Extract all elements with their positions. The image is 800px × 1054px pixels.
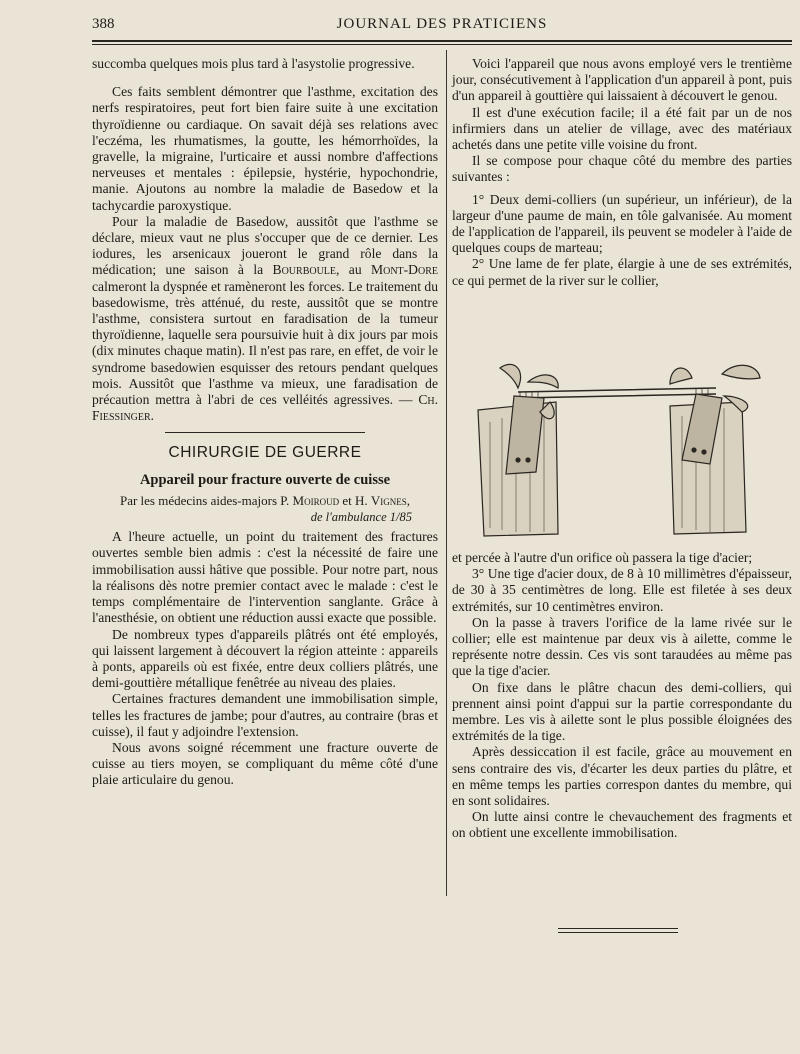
item-1: 1° Deux demi-colliers (un supérieur, un inférieur), de la largeur d'une paume de main, en tôle galvanisée. Au moment de l'application de l'appareil, ils peuvent se modeler à l'aide de quelques coups de marteau; [452,191,792,256]
byline-text: et H. [339,492,371,508]
byline-text: Par les médecins aides-majors P. [119,492,293,508]
end-rules [558,928,678,936]
article-title: Appareil pour fracture ouverte de cuisse [139,471,391,488]
apparatus-illustration [460,352,790,544]
paragraph-dessiccation: Après dessiccation il est facile, grâce au mouvement en sens contraire des vis, d'écarter les deux parties du plâtre, et en même temps les parties correspon dantes du membre, qui en sont solidaires. [452,744,792,809]
right-column-top [452,56,792,289]
paragraph-conclusion: On lutte ainsi contre le chevauchement des fragments et on obtient une excellente immobilisation. [452,809,792,841]
text-run: Pour la maladie de Basedow, aussitôt que l'asthme se déclare, mieux vaut ne plus s'occuper que de ce dernier. Les iodures, les arsenicaux joueront le grand rôle dans la médication; une saison à la [92,213,438,278]
running-title: JOURNAL DES PRATICIENS [336,16,548,32]
paragraph-continued: succomba quelques mois plus tard à l'asystolie progressive. [92,56,415,71]
end-rule [558,932,678,933]
paragraph-fixe: On fixe dans le plâtre chacun des demi-colliers, qui prennent ainsi point d'appui sur la partie correspondante du membre. Les vis à ailette sont le plus possible éloignées des extrémités de la tige. [452,679,792,744]
item-3: 3° Une tige d'acier doux, de 8 à 10 millimètres d'épaisseur, de 30 à 35 centimètres de long. Elle est filetée à ses deux extrémités, sur 10 centimètres environ. [452,566,792,614]
text-run: , au [336,262,372,278]
header-rule [92,40,792,42]
paragraph-voici: Voici l'appareil que nous avons employé vers le trentième jour, consécutivement à l'application d'un appareil à pont, puis d'un appareil à gouttière qui laissaient à découvert le genou. [452,56,792,104]
paragraph-asthme: Ces faits semblent démontrer que l'asthme, excitation des nerfs respiratoires, peut fort bien faire suite à une excitation thyroïdienne ou cardiaque. On savait déjà ses relations avec l'eczéma, les rhumatismes, la goutte, les hémorrhoïdes, la gravelle, la migraine, l'urticaire et aussi nombre d'affections nerveuses et mentales : épilepsie, hystérie, hypochondrie, manie. Ajoutons au nombre la maladie de Basedow et la tachycardie paroxystique. [92,84,438,213]
paragraph-intro: A l'heure actuelle, un point du traitement des fractures ouvertes semble bien admis : c'est la nécessité de faire une immobilisation aussi hâtive que possible. Pour notre part, nous la réalisons dès notre premier contact avec le malade : c'est le temps complémentaire de l'intervention sanglante. Grâce à l'anesthésie, on obtient une réduction aussi exacte que possible. [92,529,438,626]
paragraph-passe: On la passe à travers l'orifice de la lame rivée sur le collier; elle est maintenue par deux vis à ailette, comme le représente notre dessin. Ces vis sont taraudées au même pas que la tige d'acier. [452,614,792,679]
byline [92,493,438,509]
text-run: calmeront la dyspnée et ramèneront les forces. Le traitement du basedowisme, très atténué, du reste, aussitôt que se montre l'asthme, consistera surtout en faradisation de la tumeur thyroïdienne, laquelle sera poursuivie huit à dix jours par mois (dix minutes chaque matin). Il n'est pas rare, en effet, de voir le syndrome basedowien esquisser des retours pendant quelques mois. Aussitôt que l'asthme va mieux, une faradisation de précaution mettra à l'abri de ces velléités agressives. — [92,278,438,408]
paragraph-nous: Nous avons soigné récemment une fracture ouverte de cuisse au tiers moyen, se compliquant du même côté d'une plaie articulaire du genou. [92,739,438,788]
author-signature: Ch. Fiessinger. [92,392,438,424]
paragraph-basedow [92,214,438,425]
item-2-continued: et percée à l'autre d'un orifice où passera la tige d'acier; [452,550,753,565]
item-2: 2° Une lame de fer plate, élargie à une de ses extrémités, ce qui permet de la river sur le collier, [452,256,792,288]
paragraph-execution: Il est d'une exécution facile; il a été fait par un de nos infirmiers dans un atelier de village, avec des matériaux achetés dans une petite ville voisine du front. [452,104,792,153]
paragraph-compose: Il se compose pour chaque côté du membre des parties suivantes : [452,153,792,185]
place-mont-dore: Mont-Dore [371,262,438,278]
column-divider [446,50,447,896]
byline-unit: de l'ambulance 1/85 [310,510,412,525]
place-bourboule: Bourboule [272,262,337,278]
page-header [92,14,792,38]
page-number: 388 [92,16,115,32]
byline-author: Vignes [370,492,407,508]
left-column [92,56,438,789]
byline-author: Moiroud [292,492,340,508]
end-rule [558,928,678,929]
right-column-bottom [452,550,792,842]
paragraph-certaines: Certaines fractures demandent une immobilisation simple, telles les fractures de jambe; pour d'autres, au contraire (bras et cuisse), il faut y adjoindre l'extension. [92,691,438,739]
byline-text: , [406,492,411,508]
paragraph-types: De nombreux types d'appareils plâtrés ont été employés, qui laissent largement à découvert la région atteinte : appareils à ponts, appareils où est fixée, entre deux colliers plâtrés, une demi-gouttière métallique fenêtrée au niveau des plaies. [92,626,438,691]
header-rule-thin [92,44,792,45]
section-rule [165,432,365,433]
section-heading: CHIRURGIE DE GUERRE [168,444,362,462]
